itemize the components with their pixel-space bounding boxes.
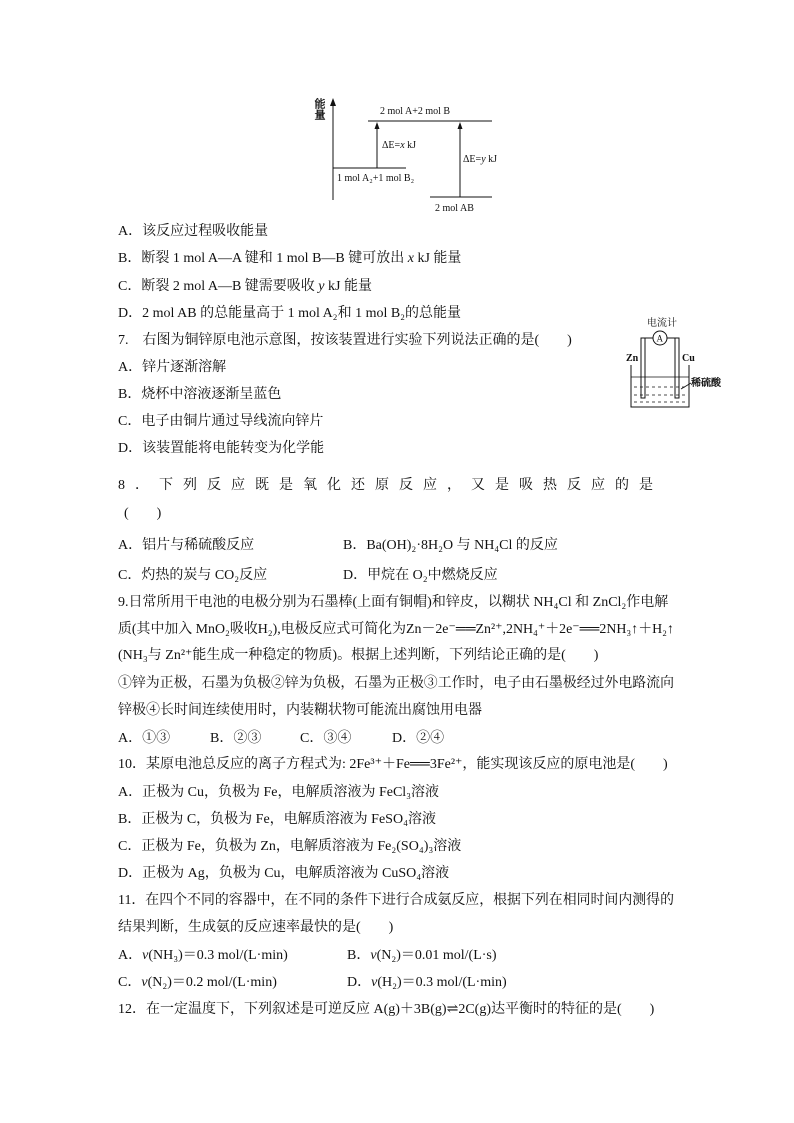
q7-option-c: C．电子由铜片通过导线流向锌片: [118, 414, 324, 429]
q10-option-b: B．正极为 C，负极为 Fe，电解质溶液为 FeSO₄溶液: [118, 812, 436, 827]
q6-option-c: [118, 277, 372, 297]
q11-option-a: [118, 946, 288, 966]
q11-option-d: [347, 973, 507, 993]
q10-option-d: D．正极为 Ag，负极为 Cu，电解质溶液为 CuSO₄溶液: [118, 866, 450, 881]
q11-option-d-var: v: [371, 975, 378, 990]
q11-option-c-text: (N₂)＝0.2 mol/(L·min): [147, 975, 277, 990]
q6-option-c-text: C．断裂 2 mol A—B 键需要吸收: [118, 279, 319, 294]
delta-x-arrowhead: [375, 122, 380, 129]
zn-label: Zn: [626, 353, 639, 364]
q11-option-a-text: (NH₃)＝0.3 mol/(L·min): [148, 948, 288, 963]
q9-stem-line-5: 锌极④长时间连续使用时，内装糊状物可能流出腐蚀用电器: [118, 703, 482, 718]
delta-x-label: ΔE=x kJ: [382, 140, 417, 151]
q6-option-d: D．2 mol AB 的总能量高于 1 mol A₂和 1 mol B₂的总能量: [118, 306, 462, 321]
q9-stem-line-4: ①锌为正极，石墨为负极②锌为负极，石墨为正极③工作时，电子由石墨极经过外电路流向: [118, 676, 674, 691]
q11-stem-line-1: 11．在四个不同的容器中，在不同的条件下进行合成氨反应，根据下列在相同时间内测得的: [118, 893, 674, 908]
q11-option-b-var: v: [370, 948, 377, 963]
q6-option-a: A．该反应过程吸收能量: [118, 224, 269, 239]
q6-option-b-var: x: [407, 251, 414, 266]
q10-stem: 10．某原电池总反应的离子方程式为: 2Fe³⁺＋Fe══3Fe²⁺，能实现该反应的原电池是( ): [118, 757, 668, 772]
q7-option-b: B．烧杯中溶液逐渐呈蓝色: [118, 387, 282, 402]
q11-option-c-var: v: [141, 975, 148, 990]
q10-option-c: C．正极为 Fe，负极为 Zn，电解质溶液为 Fe₂(SO₄)₃溶液: [118, 839, 462, 854]
beaker: [631, 365, 689, 407]
q7-option-d: D．该装置能将电能转变为化学能: [118, 441, 325, 456]
meter-label: 电流计: [647, 318, 677, 329]
q11-option-c-label: C．: [118, 975, 142, 990]
energy-axis-label: 能量: [313, 98, 325, 120]
q9-option-c: C．③④: [300, 731, 352, 746]
q7-option-a: A．锌片逐渐溶解: [118, 360, 227, 375]
q8-answer-paren: ( ): [124, 506, 162, 521]
cu-electrode: [675, 338, 679, 398]
q11-option-d-text: (H₂)＝0.3 mol/(L·min): [377, 975, 507, 990]
q9-option-a: A．①③: [118, 731, 171, 746]
q9-option-d: D．②④: [392, 731, 445, 746]
galvanic-cell-diagram: [615, 315, 727, 415]
low-level-label: 2 mol AB: [435, 203, 474, 214]
q11-option-a-var: v: [142, 948, 149, 963]
cu-label: Cu: [682, 353, 695, 364]
ammeter-symbol: A: [656, 333, 663, 344]
q11-option-a-label: A．: [118, 948, 143, 963]
q10-option-a: A．正极为 Cu，负极为 Fe，电解质溶液为 FeCl₃溶液: [118, 785, 440, 800]
q9-stem-line-2: 质(其中加入 MnO₂吸收H₂),电极反应式可简化为Zn－2e⁻══Zn²⁺,2NH₄⁺＋2e⁻══2NH₃↑＋H₂↑: [118, 622, 674, 637]
q8-option-a: A．铝片与稀硫酸反应: [118, 538, 255, 553]
q6-option-b-text: B．断裂 1 mol A—A 键和 1 mol B—B 键可放出: [118, 251, 408, 266]
q11-option-d-label: D．: [347, 975, 372, 990]
q9-stem-line-3: (NH₃与 Zn²⁺能生成一种稳定的物质)。根据上述判断，下列结论正确的是( ): [118, 648, 599, 663]
q8-option-c: C．灼热的炭与 CO₂反应: [118, 568, 268, 583]
q11-option-c: [118, 973, 277, 993]
q8-option-d: D．甲烷在 O₂中燃烧反应: [343, 568, 498, 583]
energy-level-diagram: [300, 90, 500, 220]
q12-stem: 12．在一定温度下，下列叙述是可逆反应 A(g)＋3B(g)⇌2C(g)达平衡时的特征的是( ): [118, 1002, 655, 1017]
energy-axis-arrow: [330, 98, 336, 106]
delta-y-label: ΔE=y kJ: [463, 154, 498, 165]
solution-label: 稀硫酸: [691, 378, 721, 389]
q11-stem-line-2: 结果判断，生成氨的反应速率最快的是( ): [118, 920, 394, 935]
q6-option-c-tail: kJ 能量: [324, 279, 372, 294]
q6-option-b: [118, 249, 461, 269]
q6-option-c-var: y: [318, 279, 325, 294]
top-level-label: 2 mol A+2 mol B: [380, 106, 451, 117]
zn-electrode: [641, 338, 645, 398]
q6-option-b-tail: kJ 能量: [413, 251, 462, 266]
q9-stem-line-1: 9.日常所用干电池的电极分别为石墨棒(上面有铜帽)和锌皮，以糊状 NH₄Cl 和 ZnCl₂作电解: [118, 595, 669, 610]
q9-option-b: B．②③: [210, 731, 262, 746]
mid-level-label: 1 mol A₂+1 mol B₂: [337, 173, 415, 184]
q11-option-b-label: B．: [347, 948, 371, 963]
q11-option-b-text: (N₂)＝0.01 mol/(L·s): [376, 948, 497, 963]
q11-option-b: [347, 946, 497, 966]
q8-option-b: B．Ba(OH)₂·8H₂O 与 NH₄Cl 的反应: [343, 538, 558, 553]
q7-stem: 7. 右图为铜锌原电池示意图，按该装置进行实验下列说法正确的是( ): [118, 333, 572, 348]
delta-y-arrowhead: [458, 122, 463, 129]
q8-stem: 8．下列反应既是氧化还原反应，又是吸热反应的是: [118, 478, 663, 493]
